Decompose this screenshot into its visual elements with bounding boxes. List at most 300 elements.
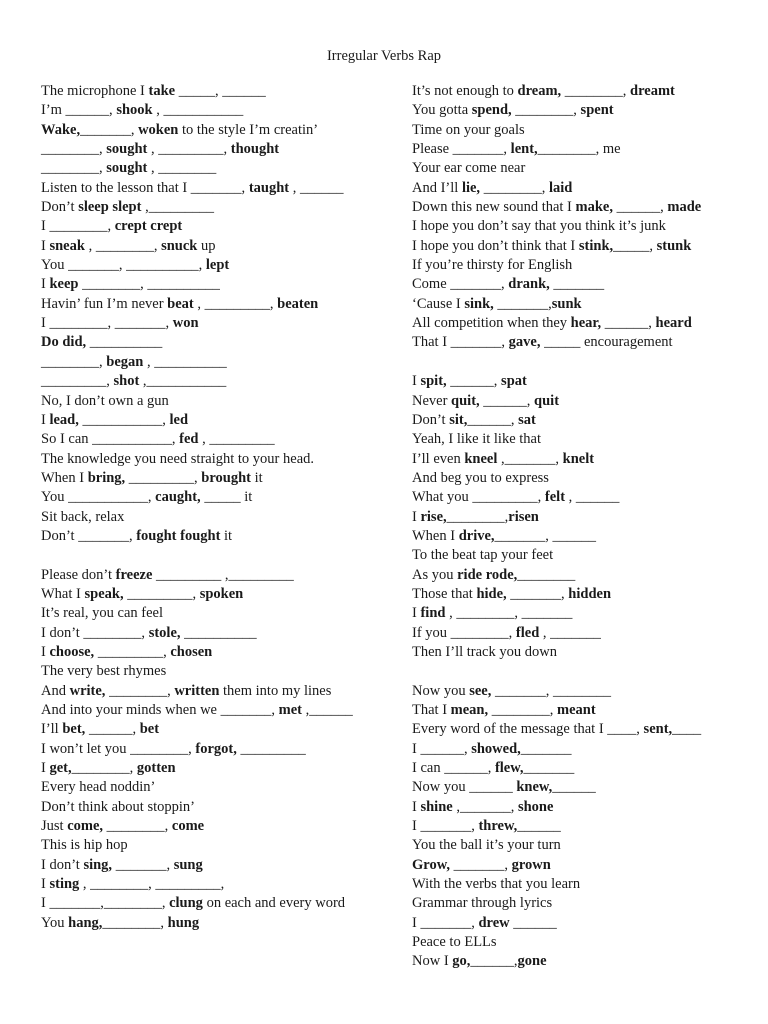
lyric-text: I can ______, xyxy=(412,760,495,777)
verb-form: brought xyxy=(201,469,251,486)
verb-form: risen xyxy=(508,508,539,525)
lyric-line xyxy=(41,411,396,430)
verb-form: sought xyxy=(106,141,148,158)
lyric-text: ‘Cause I xyxy=(412,295,465,312)
lyric-text: ________, xyxy=(41,160,107,177)
lyric-text: I xyxy=(41,760,50,777)
lyric-line xyxy=(41,527,396,546)
lyric-text: ______, xyxy=(446,373,502,390)
lyric-text: Now you ______ xyxy=(412,779,517,796)
lyric-text: What you _________, xyxy=(412,489,545,506)
lyric-line xyxy=(41,314,396,333)
verb-form: shone xyxy=(517,798,554,815)
lyrics-left-column xyxy=(41,82,396,933)
lyrics-right-column xyxy=(412,82,757,972)
lyric-text: Now I xyxy=(412,953,453,970)
lyric-text: ________, xyxy=(488,702,557,718)
lyric-text: ________, xyxy=(41,141,107,158)
verb-form: gave, xyxy=(508,334,541,351)
verb-form: go, xyxy=(452,953,471,970)
lyric-line xyxy=(41,217,396,236)
verb-form: chosen xyxy=(170,643,213,660)
lyric-text: I _______,________, xyxy=(41,895,170,912)
lyric-line xyxy=(41,101,396,120)
verb-form: gotten xyxy=(136,760,176,777)
verb-form: sing, xyxy=(83,856,113,873)
lyric-text: And into your minds when we _______, xyxy=(41,702,279,718)
lyric-text: Time on your goals xyxy=(412,121,525,138)
lyric-text: I hope you don’t think that I xyxy=(412,237,579,254)
lyric-text: This is hip hop xyxy=(41,837,128,854)
verb-form: come xyxy=(171,818,205,835)
lyric-line xyxy=(412,740,757,759)
lyric-text: ______, xyxy=(470,953,518,970)
verb-form: spat xyxy=(501,373,527,390)
lyric-text: You _______, __________, xyxy=(41,257,206,274)
lyric-text: You xyxy=(41,914,69,931)
verb-form: stunk xyxy=(656,237,692,254)
lyric-line xyxy=(41,237,396,256)
verb-form: rise, xyxy=(420,508,447,525)
lyric-text: Come _______, xyxy=(412,276,509,293)
lyric-line xyxy=(41,140,396,159)
lyric-text: _______, xyxy=(450,856,512,873)
verb-form: sought xyxy=(106,160,148,177)
lyric-text: I ______, xyxy=(412,740,472,757)
lyric-text: Don’t xyxy=(41,199,79,216)
lyric-line xyxy=(412,566,757,585)
lyric-text: When I xyxy=(41,469,88,486)
lyric-line xyxy=(41,508,396,527)
lyric-text: up xyxy=(197,237,216,254)
lyric-text: And I’ll xyxy=(412,179,462,196)
verb-form: met xyxy=(278,702,302,718)
lyric-text: All competition when they xyxy=(412,315,571,332)
verb-form: flew, xyxy=(494,760,524,777)
verb-form: drew xyxy=(478,914,510,931)
lyric-text: The knowledge you need straight to your head. xyxy=(41,450,315,467)
lyric-line xyxy=(412,798,757,817)
verb-form: heard xyxy=(655,315,692,332)
lyric-text: , ______ xyxy=(565,489,620,506)
lyric-text: _________, xyxy=(125,469,202,486)
lyric-line xyxy=(41,546,396,565)
lyric-text: ________, xyxy=(446,508,509,525)
verb-form: taught xyxy=(248,179,290,196)
verb-form: threw, xyxy=(478,818,518,835)
lyric-line xyxy=(412,952,757,971)
verb-form: write, xyxy=(69,682,106,699)
lyric-text: ______, xyxy=(612,199,668,216)
lyric-line xyxy=(412,759,757,778)
lyric-line xyxy=(412,392,757,411)
lyric-text: The microphone I xyxy=(41,83,149,99)
lyric-text: ______ xyxy=(517,818,561,835)
lyric-line xyxy=(412,198,757,217)
lyric-line xyxy=(412,140,757,159)
lyric-text: _______, ______ xyxy=(494,527,597,544)
lyric-text: , _________, xyxy=(147,141,231,158)
lyric-text: _________, xyxy=(123,585,200,602)
lyric-text: it xyxy=(220,527,233,544)
lyric-line xyxy=(41,275,396,294)
lyric-line xyxy=(412,333,757,352)
lyric-text: Never xyxy=(412,392,452,409)
lyric-line xyxy=(41,875,396,894)
lyric-line xyxy=(412,546,757,565)
verb-form: sent, xyxy=(643,721,673,738)
verb-form: freeze xyxy=(115,566,153,583)
verb-form: shine xyxy=(420,798,453,815)
lyric-text: _______ xyxy=(520,740,572,757)
verb-form: spent xyxy=(580,102,614,119)
lyric-text: Don’t think about stoppin’ xyxy=(41,798,195,815)
lyric-text: , _________, xyxy=(193,295,278,312)
lyric-text: ___________, xyxy=(78,411,170,428)
verb-form: led xyxy=(169,411,189,428)
verb-form: shot xyxy=(113,373,140,390)
lyric-line xyxy=(412,159,757,178)
verb-form: hidden xyxy=(568,585,612,602)
lyric-line xyxy=(41,198,396,217)
lyric-text: _____, xyxy=(613,237,657,254)
lyric-text: __________ xyxy=(180,624,257,641)
verb-form: woken xyxy=(138,121,179,138)
lyric-text: ________, me xyxy=(537,141,621,158)
lyric-line xyxy=(412,430,757,449)
verb-form: fought fought xyxy=(136,527,221,544)
lyric-text: With the verbs that you learn xyxy=(412,876,581,893)
lyric-text: ,_______, xyxy=(497,450,563,467)
lyric-line xyxy=(41,682,396,701)
verb-form: lent, xyxy=(510,141,538,158)
lyric-line xyxy=(412,778,757,797)
lyric-text: _________, xyxy=(94,643,171,660)
lyric-line xyxy=(412,179,757,198)
lyric-text: to the style I’m creatin’ xyxy=(178,121,319,138)
verb-form: sneak xyxy=(49,237,85,254)
verb-form: beaten xyxy=(277,295,319,312)
lyric-text: _______, xyxy=(493,295,552,312)
lyric-text: ________, xyxy=(480,179,549,196)
lyric-line xyxy=(412,604,757,623)
lyric-line xyxy=(412,217,757,236)
lyric-text: Please don’t xyxy=(41,566,116,583)
verb-form: get, xyxy=(49,760,72,777)
verb-form: forgot, xyxy=(195,740,237,757)
lyric-text: , ________, _________, xyxy=(79,876,225,893)
lyric-line xyxy=(41,894,396,913)
lyric-line xyxy=(41,740,396,759)
lyric-line xyxy=(412,701,757,720)
lyric-text: _______ xyxy=(549,276,605,293)
lyric-text: I _______, xyxy=(412,818,479,835)
lyric-text: , ______ xyxy=(289,179,344,196)
lyric-text: ______ xyxy=(509,914,557,931)
lyric-line xyxy=(41,333,396,352)
lyric-line xyxy=(412,237,757,256)
verb-form: written xyxy=(174,682,220,699)
lyric-text: The very best rhymes xyxy=(41,663,167,680)
document-title: Irregular Verbs Rap xyxy=(326,48,442,64)
lyric-line xyxy=(412,121,757,140)
lyric-text: Please _______, xyxy=(412,141,511,158)
verb-form: sunk xyxy=(551,295,582,312)
lyric-text: ________, xyxy=(561,83,631,99)
lyric-text: , _________ xyxy=(198,431,275,448)
verb-form: drive, xyxy=(458,527,495,544)
lyric-line xyxy=(41,82,396,101)
lyric-text: And xyxy=(41,682,70,699)
lyric-text: Peace to ELLs xyxy=(412,934,497,951)
lyric-line xyxy=(41,817,396,836)
verb-form: clung xyxy=(169,895,203,912)
verb-form: stole, xyxy=(148,624,181,641)
lyric-text: You the ball it’s your turn xyxy=(412,837,561,854)
lyric-line xyxy=(412,82,757,101)
lyric-text: ________, xyxy=(105,682,175,699)
lyric-line xyxy=(41,488,396,507)
verb-form: sink, xyxy=(464,295,494,312)
lyric-text: I don’t xyxy=(41,856,84,873)
lyric-line xyxy=(41,295,396,314)
verb-form: dream, xyxy=(517,83,562,99)
verb-form: bet, xyxy=(62,721,86,738)
lyric-line xyxy=(41,121,396,140)
verb-form: make, xyxy=(575,199,613,216)
lyric-text: ______, xyxy=(467,411,519,428)
lyric-line xyxy=(41,585,396,604)
lyric-text: Listen to the lesson that I _______, xyxy=(41,179,249,196)
lyric-text: I xyxy=(41,411,50,428)
verb-form: Grow, xyxy=(412,856,450,873)
verb-form: fled xyxy=(515,624,540,641)
lyric-line xyxy=(412,508,757,527)
verb-form: hide, xyxy=(476,585,507,602)
lyric-text: _____ encouragement xyxy=(540,334,673,351)
lyric-line xyxy=(412,353,757,372)
lyric-text: It’s not enough to xyxy=(412,83,518,99)
lyric-text: ______, xyxy=(601,315,656,332)
lyric-line xyxy=(41,798,396,817)
lyric-text: _______, xyxy=(80,121,139,138)
verb-form: laid xyxy=(548,179,573,196)
lyric-line xyxy=(412,411,757,430)
verb-form: spend, xyxy=(471,102,512,119)
lyric-text: ________, xyxy=(103,818,172,835)
lyric-line xyxy=(41,604,396,623)
verb-form: ride rode, xyxy=(457,566,518,583)
lyric-text: _______, ________ xyxy=(491,682,611,699)
lyric-text: Those that xyxy=(412,585,477,602)
lyric-text: And beg you to express xyxy=(412,469,549,486)
lyric-text: ________, xyxy=(41,353,107,370)
lyric-line xyxy=(412,894,757,913)
lyric-line xyxy=(412,914,757,933)
lyric-line xyxy=(41,256,396,275)
lyric-text: I’ll even xyxy=(412,450,465,467)
lyric-text: ,___________ xyxy=(139,373,227,390)
verb-form: knelt xyxy=(562,450,595,467)
verb-form: caught, xyxy=(155,489,201,506)
lyric-line xyxy=(412,295,757,314)
verb-form: lie, xyxy=(461,179,481,196)
lyric-text: , ________, _______ xyxy=(445,605,573,622)
lyric-text: , ________ xyxy=(147,160,217,177)
lyric-line xyxy=(41,372,396,391)
lyric-text: _______, xyxy=(112,856,174,873)
lyric-line xyxy=(412,585,757,604)
lyric-line xyxy=(412,875,757,894)
lyric-text: Grammar through lyrics xyxy=(412,895,553,912)
lyric-text: , ___________ xyxy=(152,102,244,119)
lyric-text: I ________, _______, xyxy=(41,315,173,332)
verb-form: bet xyxy=(139,721,160,738)
verb-form: grown xyxy=(511,856,551,873)
lyric-text: I’ll xyxy=(41,721,63,738)
lyric-text: _____ it xyxy=(200,489,253,506)
lyric-text: _________ xyxy=(236,740,306,757)
lyric-text: _______ xyxy=(523,760,575,777)
lyric-text: _________, xyxy=(41,373,114,390)
lyric-line xyxy=(412,469,757,488)
lyric-text: It’s real, you can feel xyxy=(41,605,163,622)
lyric-text: ________, __________ xyxy=(78,276,220,293)
lyric-line xyxy=(412,662,757,681)
verb-form: gone xyxy=(517,953,547,970)
lyric-text: I _______, xyxy=(412,914,479,931)
verb-form: kneel xyxy=(464,450,498,467)
verb-form: shook xyxy=(116,102,153,119)
lyric-text: ,_______, xyxy=(452,798,518,815)
lyric-text: ________, xyxy=(511,102,581,119)
lyric-text: Yeah, I like it like that xyxy=(412,431,542,448)
lyric-text: I xyxy=(412,373,421,390)
verb-form: speak, xyxy=(84,585,124,602)
lyric-text: You ___________, xyxy=(41,489,156,506)
lyric-text: __________ xyxy=(86,334,163,351)
lyric-text: I xyxy=(41,876,50,893)
lyric-text: I xyxy=(41,276,50,293)
verb-form: Wake, xyxy=(41,121,81,138)
lyric-line xyxy=(41,624,396,643)
lyric-text: Every head noddin’ xyxy=(41,779,156,796)
verb-form: meant xyxy=(557,702,596,718)
lyric-text: _______, xyxy=(506,585,569,602)
lyric-line xyxy=(412,275,757,294)
verb-form: bring, xyxy=(87,469,126,486)
lyric-text: I’m ______, xyxy=(41,102,117,119)
verb-form: sat xyxy=(518,411,536,428)
lyric-line xyxy=(412,856,757,875)
lyric-line xyxy=(412,314,757,333)
verb-form: sting xyxy=(49,876,80,893)
lyric-text: ,_________ xyxy=(141,199,214,216)
verb-form: choose, xyxy=(49,643,95,660)
lyric-text: ________ xyxy=(517,566,576,583)
verb-form: spit, xyxy=(420,373,447,390)
lyric-text: I xyxy=(41,237,50,254)
lyric-text: , _______ xyxy=(539,624,601,641)
verb-form: come, xyxy=(67,818,104,835)
lyric-text: If you ________, xyxy=(412,624,516,641)
lyric-line xyxy=(41,643,396,662)
lyric-line xyxy=(41,159,396,178)
lyric-text: Sit back, relax xyxy=(41,508,125,525)
lyric-line xyxy=(41,392,396,411)
lyric-line xyxy=(412,372,757,391)
lyric-text: it xyxy=(251,469,263,486)
lyric-text: I don’t ________, xyxy=(41,624,149,641)
lyric-line xyxy=(41,430,396,449)
lyric-text: ______, xyxy=(85,721,140,738)
verb-form: drank, xyxy=(508,276,550,293)
verb-form: lead, xyxy=(49,411,79,428)
lyric-text: If you’re thirsty for English xyxy=(412,257,573,274)
verb-form: sit, xyxy=(449,411,468,428)
lyric-line xyxy=(412,624,757,643)
lyric-line xyxy=(41,759,396,778)
verb-form: thought xyxy=(230,141,280,158)
lyric-text: ________, xyxy=(102,914,168,931)
verb-form: keep xyxy=(49,276,79,293)
verb-form: find xyxy=(420,605,446,622)
lyric-line xyxy=(412,682,757,701)
lyric-text: I ________, xyxy=(41,218,115,235)
lyric-text: on each and every word xyxy=(202,895,346,912)
lyric-line xyxy=(412,256,757,275)
verb-form: lept xyxy=(205,257,230,274)
verb-form: hear, xyxy=(570,315,602,332)
lyric-text: Don’t xyxy=(412,411,450,428)
lyric-text: _________ ,_________ xyxy=(152,566,294,583)
lyric-line xyxy=(41,469,396,488)
lyric-text: I won’t let you ________, xyxy=(41,740,196,757)
lyric-text: Down this new sound that I xyxy=(412,199,576,216)
lyric-text: , __________ xyxy=(143,353,227,370)
lyric-line xyxy=(41,778,396,797)
lyric-text: Havin’ fun I’m never xyxy=(41,295,168,312)
verb-form: sung xyxy=(173,856,203,873)
lyric-text: I xyxy=(412,798,421,815)
verb-form: stink, xyxy=(578,237,614,254)
lyric-text: I xyxy=(412,508,421,525)
lyric-line xyxy=(412,101,757,120)
lyric-line xyxy=(41,914,396,933)
verb-form: crept crept xyxy=(114,218,183,235)
lyric-line xyxy=(41,662,396,681)
verb-form: quit, xyxy=(451,392,480,409)
lyric-line xyxy=(41,353,396,372)
lyric-line xyxy=(412,720,757,739)
lyric-line xyxy=(412,527,757,546)
lyric-text: ______ xyxy=(552,779,596,796)
lyric-text: Every word of the message that I ____, xyxy=(412,721,644,738)
lyric-text: What I xyxy=(41,585,85,602)
verb-form: take xyxy=(148,83,176,99)
lyric-text: When I xyxy=(412,527,459,544)
lyric-text: No, I don’t own a gun xyxy=(41,392,169,409)
verb-form: felt xyxy=(544,489,566,506)
verb-form: began xyxy=(106,353,144,370)
lyric-line xyxy=(41,566,396,585)
verb-form: quit xyxy=(534,392,560,409)
lyric-text: ________, xyxy=(71,760,137,777)
verb-form: fed xyxy=(179,431,199,448)
lyric-text: That I xyxy=(412,702,451,718)
verb-form: snuck xyxy=(161,237,198,254)
lyric-line xyxy=(412,817,757,836)
